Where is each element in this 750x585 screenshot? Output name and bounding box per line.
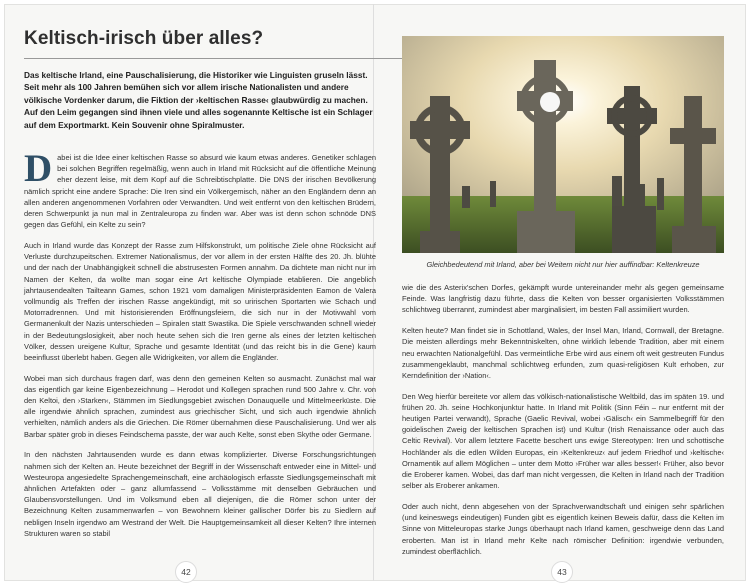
left-body-column [24,147,376,549]
right-paragraph-4: Oder auch nicht, denn abgesehen von der Sprachverwandtschaft und einigen sehr spärlichen (und keineswegs eindeutigen) Funden gibt es eigentlich keinen Beweis dafür, dass die Kelten im Sinne von Mitteleuropas starke Jungs überhaupt nach Irland kamen, geschweige denn das Land eroberten. Man ist in Irland mehr Kelte nach römischer Definition: irgendwie verbunden, zumindest oberflächlich. [402,501,724,556]
page-number-right: 43 [551,561,573,583]
left-paragraph-3: Wobei man sich durchaus fragen darf, was denn den gemeinen Kelten so ausmacht. Zunächst mal war das eigentlich gar keine Eigenbezeichnung – Herodot und Kollegen sprachen rund 500 Jahre v. Chr. von den Keltoi, den ›Starken‹, Stämmen im Siedlungsgebiet zwischen Donauquelle und Mittelmeerküste. Die alle irgendwie ähnlich sprachen, zumindest aus griechischer Sicht, und sich auch irgendwie ähnlich verhielten, nämlich anders als die Griechen. Die Römer übernahmen diese Pauschalisierung. Und wer als Barbar später grob in dieses Feindschema passte, der war auch Kelte, sonst eben Skythe oder Germane. [24,373,376,439]
celtic-crosses-photo [402,36,724,253]
right-body-column [402,282,724,566]
drop-cap: D [24,147,53,190]
page-number-left: 42 [175,561,197,583]
right-paragraph-3: Den Weg hierfür bereitete vor allem das völkisch-nationalistische Weltbild, das im späten 19. und frühen 20. Jh. seine Hochkonjunktur hatte. In Irland mit Politik (Sinn Féin – nur entfernt mit der heutigen Partei verwandt), Sprache (Gaelic Revival, wobei ›Gälisch‹ ein Sammelbegriff für den goidelischen Zweig der keltischen Sprachen ist) und Kultur (Irish Renaissance oder auch das Celtic Revival). Vor allem letztere Facette beschert uns ewige Stereotypen: Iren und schottische Hochländer als die edlen Wilden Europas, ein ›Keltenkreuz‹ auf jedem Friedhof und ›keltische‹ Ornamentik auf allem Möglichen – unter dem Motto ›Früher war alles besser!‹ Früher, also bevor die Eroberer kamen. Wobei, das darf man nicht vergessen, die Kelten in Irland nach der Tradition selber als Eroberer ankamen. [402,391,724,491]
left-paragraph-4: In den nächsten Jahrtausenden wurde es dann etwas komplizierter. Diverse Forschungsrichtungen nahmen sich der Kelten an. Heute bezeichnet der Begriff in der Wissenschaft entweder eine in Mittel- und Westeuropa angesiedelte Sprachengemeinschaft, eine archäologisch erfasste Siedlungsgemeinschaft mit ähnlichen Artefakten oder – ganz allumfassend – Volksstämme mit denselben Gebräuchen und Glaubensvorstellungen. Und im Volksmund eben all diejenigen, die die Römer schon unter der Bezeichnung Kelten zusammenwarfen – von Bewohnern kleiner gallischer Dörfer bis zu Siedlern auf nebligen Inseln irgendwo am Westrand der Welt. Die Hauptgemeinsamkeit all dieser Kelten? Ihre internen Strukturen waren so stabil [24,450,376,538]
celtic-crosses-illustration [402,36,724,253]
article-heading: Keltisch-irisch über alles? [24,28,402,59]
right-paragraph-1: wie die des Asterix'schen Dorfes, gekämpft wurde untereinander mehr als gegen gemeinsame Feinde. Was langfristig dazu führte, dass die Kelten von besser organisierten Volksstämmen schlichtweg überrannt, zumindest aber marginalisiert, im besten Fall assimiliert wurden. [402,283,724,315]
right-paragraph-2: Kelten heute? Man findet sie in Schottland, Wales, der Insel Man, Irland, Cornwall, der Bretagne. Die meisten allerdings mehr Bekenntniskelten, ohne wirklich lebende Tradition, aber mit einem neu erwachten Nationalgefühl. Das vermeintliche Erbe wird aus einem oft weit gestreuten Fundus zusammengeklaubt, manchmal schlichtweg erfunden, zum quasi-religiösen Kult erhoben, zur Kerndefinition der ›Nation‹. [402,326,724,380]
article-lead: Das keltische Irland, eine Pauschalisierung, die Historiker wie Linguisten gruseln lässt. Seit mehr als 100 Jahren bemühen sich vor allem irische Nationalisten und andere völkische Vordenker darum, die Fiktion der ›keltischen Rasse‹ glaubwürdig zu machen. Auf den Leim gegangen sind ihnen viele und alles sogenannte Keltische ist ein Schlager auf dem Exportmarkt. Kein Souvenir ohne Spiralmuster. [24,70,373,130]
page-right [402,0,724,577]
left-paragraph-1 [24,147,376,230]
photo-caption: Gleichbedeutend mit Irland, aber bei Weitem nicht nur hier auffindbar: Keltenkreuze [426,260,700,269]
left-paragraph-2: Auch in Irland wurde das Konzept der Rasse zum Hilfskonstrukt, um politische Ziele ohne Rücksicht auf Verluste durchzupeitschen. Extremer Nationalismus, der vor allem in der ersten Hälfte des 20. Jh. blühte und der nach der Unabhängigkeit schnell die abstrusesten Formen annahm. Da dichtete man nicht nur im Namen der Kelten, da wollte man sogar eine Art keltische Olympiade etablieren. Die angeblich jahrtausendealten Tailteann Games, schon 1921 vom damaligen Ministerpräsidenten Eamon de Valera vollmundig als Treffen der irischen Rasse angekündigt, mit so uririschen Sportarten wie Schach und Motorradrennen. Und mit historisierenden Eröffnungsfeiern, die sich nur in der Motivwahl vom Germanenkult der Nazis unterschieden – Spiralen statt Swastika. Die Spiele verschwanden schnell wieder in der Bedeutungslosigkeit, aber noch heute sehen sich die Iren gerne als eines der letzten keltischen Völker, dessen ureigene Kultur, Sprache und gesamte Identität (und das reicht bis in die Gene) kaum beeinflusst überlebt haben. Gegen alle Widrigkeiten, vor allem die Engländer. [24,240,376,362]
left-paragraph-1-text: abei ist die Idee einer keltischen Rasse so absurd wie kaum etwas anderes. Genetiker schlagen bei solchen Begriffen regelmäßig, wenn auch in Irland mit Rücksicht auf die öffentliche Meinung eher dezent leise, mit dem Kopf auf die Schreibtischplatte. Die DNS der irischen Bevölkerung nämlich spricht eine andere Sprache: Die Iren sind ein Völkergemisch, näher an den Engländern denn an allen anderen angenommenen Vorfahren oder Verwandten. Und weit entfernt von den keltischen Brüdern, deren Schwerpunkt ja nun mal in Zentraleuropa zu finden war. Aber was ist denn schon schnöde DNS gegen das Gefühl, ein Kelte zu sein? [24,153,376,230]
page-left [24,0,376,577]
